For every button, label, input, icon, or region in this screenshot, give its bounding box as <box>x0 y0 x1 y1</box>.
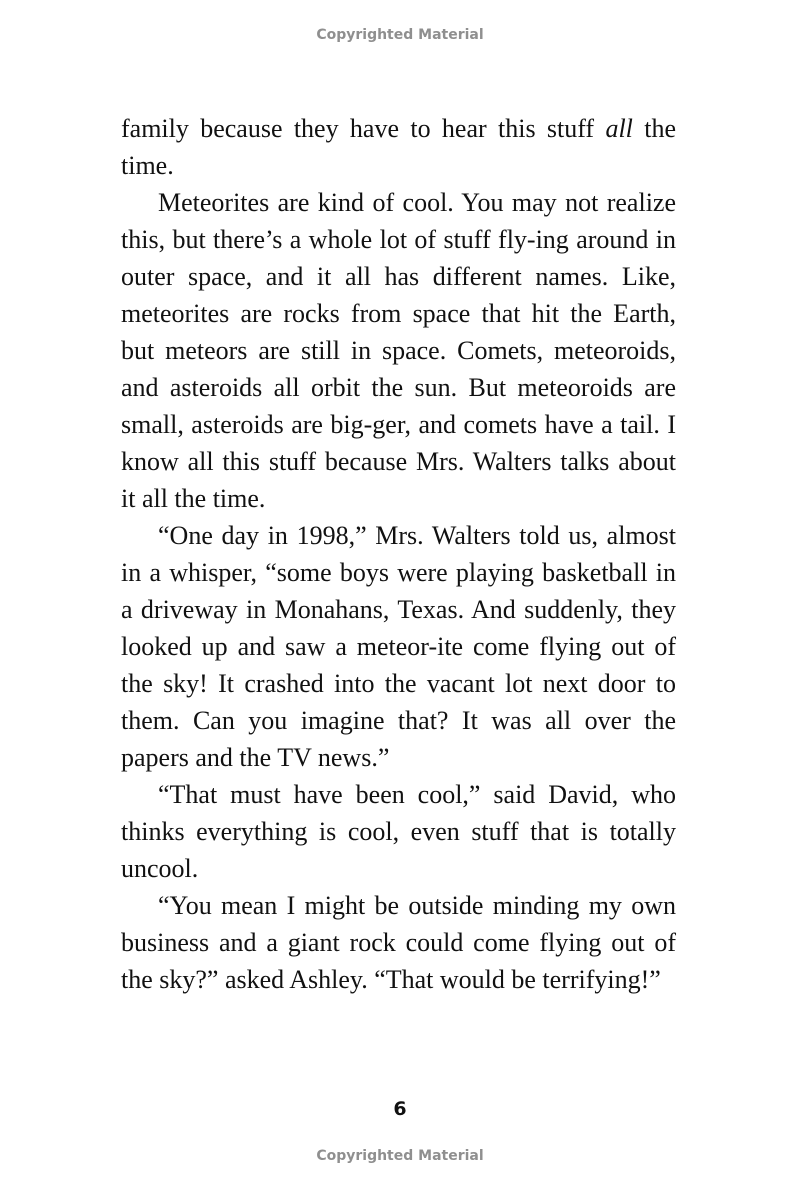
page-body-text <box>121 110 676 998</box>
paragraph-5: “You mean I might be outside minding my own business and a giant rock could come flying out of the sky?” asked Ashley. “That would be terrifying!” <box>121 891 676 994</box>
paragraph-1-before: family because they have to hear this stuff <box>121 114 606 143</box>
page-number: 6 <box>393 1098 407 1120</box>
paragraph-3: “One day in 1998,” Mrs. Walters told us, almost in a whisper, “some boys were playing basketball in a driveway in Monahans, Texas. And suddenly, they looked up and saw a meteor-ite come flying out of the sky! It crashed into the vacant lot next door to them. Can you imagine that? It was all over the papers and the TV news.” <box>121 521 676 772</box>
paragraph-1-after: the time. <box>121 114 676 180</box>
copyright-watermark-bottom: Copyrighted Material <box>316 1148 484 1164</box>
paragraph-1 <box>121 110 676 184</box>
paragraph-1-emphasis: all <box>605 114 633 143</box>
paragraph-2: Meteorites are kind of cool. You may not realize this, but there’s a whole lot of stuff fly-ing around in outer space, and it all has different names. Like, meteorites are rocks from space that hit the Earth, but meteors are still in space. Comets, meteoroids, and asteroids all orbit the sun. But meteoroids are small, asteroids are big-ger, and comets have a tail. I know all this stuff because Mrs. Walters talks about it all the time. <box>121 188 676 513</box>
paragraph-4: “That must have been cool,” said David, who thinks everything is cool, even stuff that is totally uncool. <box>121 780 676 883</box>
copyright-watermark-top: Copyrighted Material <box>316 27 484 43</box>
